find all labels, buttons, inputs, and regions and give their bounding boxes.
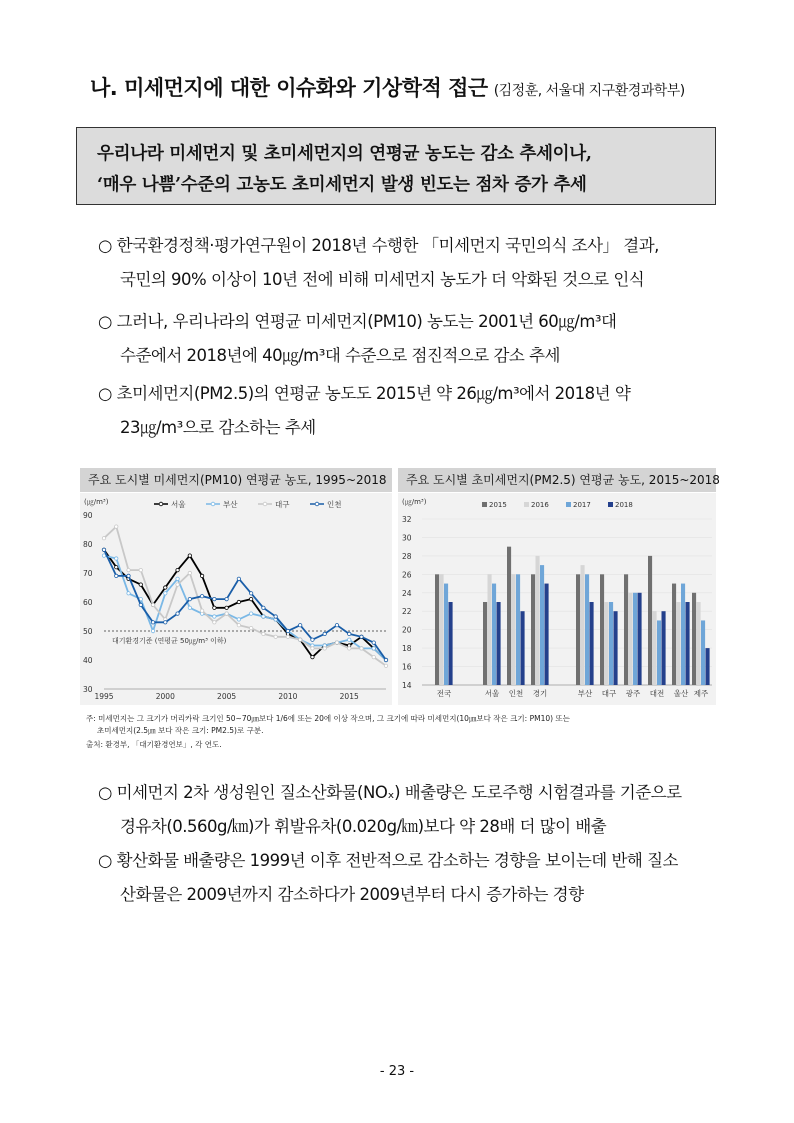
y-tick-label: 22 bbox=[402, 607, 412, 617]
data-point bbox=[298, 624, 301, 627]
bar bbox=[581, 565, 585, 685]
bullet-text-cont: 23㎍/m³으로 감소하는 추세 bbox=[120, 418, 316, 437]
page-number: - 23 - bbox=[379, 1064, 415, 1079]
data-point bbox=[286, 635, 289, 638]
bar bbox=[444, 584, 448, 685]
data-point bbox=[102, 537, 105, 540]
data-point bbox=[262, 632, 265, 635]
bar bbox=[609, 602, 613, 685]
bar bbox=[629, 593, 633, 685]
category-label: 인천 bbox=[508, 689, 524, 698]
data-point bbox=[274, 635, 277, 638]
y-tick-label: 50 bbox=[83, 627, 93, 636]
data-point bbox=[249, 612, 252, 615]
section-author: (김정훈, 서울대 지구환경과학부) bbox=[493, 83, 685, 99]
y-tick-label: 26 bbox=[402, 570, 412, 580]
data-point bbox=[176, 577, 179, 580]
data-point bbox=[286, 629, 289, 632]
category-label: 서울 bbox=[484, 689, 500, 698]
data-point bbox=[151, 629, 154, 632]
data-point bbox=[127, 592, 130, 595]
data-point bbox=[249, 597, 252, 600]
x-tick-label: 1995 bbox=[94, 692, 114, 701]
data-point bbox=[323, 632, 326, 635]
category-label: 광주 bbox=[625, 689, 641, 698]
bar bbox=[706, 648, 710, 685]
legend-swatch bbox=[482, 502, 487, 507]
y-tick-label: 20 bbox=[402, 625, 412, 635]
bullet-item bbox=[98, 844, 678, 912]
data-point bbox=[225, 597, 228, 600]
y-tick-label: 80 bbox=[83, 540, 93, 549]
bar bbox=[521, 611, 525, 685]
legend-label: 2016 bbox=[531, 501, 549, 509]
bar bbox=[697, 602, 701, 685]
data-point bbox=[115, 525, 118, 528]
bar bbox=[590, 602, 594, 685]
legend-label: 대구 bbox=[275, 500, 290, 509]
bullet-item bbox=[98, 776, 682, 844]
data-point bbox=[237, 618, 240, 621]
bar bbox=[633, 593, 637, 685]
bar bbox=[435, 574, 439, 685]
data-point bbox=[151, 621, 154, 624]
data-point bbox=[176, 583, 179, 586]
data-point bbox=[335, 624, 338, 627]
data-point bbox=[213, 621, 216, 624]
x-tick-label: 2010 bbox=[278, 692, 298, 701]
bullet-text-cont: 수준에서 2018년에 40㎍/m³대 수준으로 점진적으로 감소 추세 bbox=[120, 346, 560, 365]
data-point bbox=[188, 606, 191, 609]
figure-note-2: 초미세먼지(2.5㎛ 보다 작은 크기: PM2.5)로 구분. bbox=[97, 726, 264, 735]
y-tick-label: 30 bbox=[83, 685, 93, 694]
category-label: 전국 bbox=[436, 689, 452, 698]
y-tick-label: 18 bbox=[402, 644, 412, 654]
bar bbox=[624, 574, 628, 685]
data-point bbox=[176, 568, 179, 571]
bar bbox=[449, 602, 453, 685]
summary-line-2: ‘매우 나쁨’수준의 고농도 초미세먼지 발생 빈도는 점차 증가 추세 bbox=[97, 175, 587, 195]
data-point bbox=[139, 603, 142, 606]
legend-label: 서울 bbox=[171, 500, 186, 509]
bullet-marker: ○ bbox=[98, 236, 112, 255]
data-point bbox=[200, 609, 203, 612]
data-point bbox=[298, 638, 301, 641]
pm25-bar-chart bbox=[398, 493, 716, 705]
bar bbox=[531, 574, 535, 685]
bar bbox=[492, 584, 496, 685]
bullet-item bbox=[98, 229, 659, 297]
legend-marker bbox=[315, 502, 319, 506]
data-point bbox=[237, 624, 240, 627]
bar bbox=[653, 611, 657, 685]
reference-label: 대기환경기준 (연평균 50㎍/m³ 이하) bbox=[112, 637, 227, 645]
data-point bbox=[115, 566, 118, 569]
bar bbox=[488, 574, 492, 685]
data-point bbox=[323, 647, 326, 650]
legend-label: 2018 bbox=[615, 501, 633, 509]
data-point bbox=[115, 557, 118, 560]
data-point bbox=[164, 586, 167, 589]
data-point bbox=[225, 606, 228, 609]
data-point bbox=[360, 635, 363, 638]
data-point bbox=[127, 574, 130, 577]
legend-marker bbox=[263, 502, 267, 506]
data-point bbox=[176, 612, 179, 615]
data-point bbox=[348, 632, 351, 635]
bar bbox=[536, 556, 540, 685]
x-tick-label: 2000 bbox=[155, 692, 175, 701]
bullet-text-cont: 국민의 90% 이상이 10년 전에 비해 미세먼지 농도가 더 악화된 것으로 인식 bbox=[120, 270, 645, 289]
data-point bbox=[384, 658, 387, 661]
data-point bbox=[372, 647, 375, 650]
bar bbox=[662, 611, 666, 685]
data-point bbox=[311, 655, 314, 658]
y-tick-label: 60 bbox=[83, 598, 93, 607]
bar bbox=[672, 584, 676, 685]
y-tick-label: 32 bbox=[402, 515, 412, 524]
data-point bbox=[139, 583, 142, 586]
data-point bbox=[262, 606, 265, 609]
category-label: 제주 bbox=[693, 689, 709, 698]
data-point bbox=[115, 574, 118, 577]
bar bbox=[648, 556, 652, 685]
legend-label: 2017 bbox=[573, 501, 591, 509]
bullet-text: 황산화물 배출량은 1999년 이후 전반적으로 감소하는 경향을 보이는데 반해 질소 bbox=[116, 851, 678, 870]
category-label: 부산 bbox=[577, 689, 593, 698]
data-point bbox=[274, 615, 277, 618]
bullet-marker: ○ bbox=[98, 783, 112, 802]
bullet-item bbox=[98, 305, 616, 373]
x-tick-label: 2015 bbox=[339, 692, 359, 701]
y-tick-label: 16 bbox=[402, 662, 412, 672]
bullet-text-cont: 산화물은 2009년까지 감소하다가 2009년부터 다시 증가하는 경향 bbox=[120, 885, 584, 904]
data-point bbox=[348, 647, 351, 650]
data-point bbox=[335, 641, 338, 644]
bullet-marker: ○ bbox=[98, 312, 112, 331]
summary-line-1: 우리나라 미세먼지 및 초미세먼지의 연평균 농도는 감소 추세이나, bbox=[97, 144, 592, 164]
data-point bbox=[360, 647, 363, 650]
bar bbox=[657, 620, 661, 685]
bar bbox=[638, 593, 642, 685]
data-point bbox=[348, 638, 351, 641]
data-point bbox=[200, 595, 203, 598]
legend-swatch bbox=[524, 502, 529, 507]
figure-source: 출처: 환경부, 「대기환경연보」, 각 연도. bbox=[86, 740, 222, 749]
data-point bbox=[188, 554, 191, 557]
data-point bbox=[188, 571, 191, 574]
bar bbox=[440, 574, 444, 685]
bar bbox=[692, 593, 696, 685]
legend-marker bbox=[211, 502, 215, 506]
data-point bbox=[372, 655, 375, 658]
category-label: 대전 bbox=[649, 689, 665, 698]
bullet-text: 미세먼지 2차 생성원인 질소산화물(NOₓ) 배출량은 도로주행 시험결과를 기준으로 bbox=[116, 783, 682, 802]
legend-swatch bbox=[566, 502, 571, 507]
y-unit-label: (㎍/m³) bbox=[84, 498, 109, 506]
category-label: 경기 bbox=[532, 689, 548, 698]
y-tick-label: 90 bbox=[83, 511, 93, 520]
y-tick-label: 40 bbox=[83, 656, 93, 665]
bullet-text-cont: 경유차(0.560g/㎞)가 휘발유차(0.020g/㎞)보다 약 28배 더 많이 배출 bbox=[120, 817, 607, 836]
bar bbox=[483, 602, 487, 685]
bar bbox=[701, 620, 705, 685]
data-point bbox=[151, 603, 154, 606]
bar bbox=[576, 574, 580, 685]
y-tick-label: 14 bbox=[402, 681, 412, 690]
bullet-text: 초미세먼지(PM2.5)의 연평균 농도도 2015년 약 26㎍/m³에서 2018년 약 bbox=[116, 384, 631, 403]
bullet-text: 그러나, 우리나라의 연평균 미세먼지(PM10) 농도는 2001년 60㎍/m³대 bbox=[116, 312, 617, 331]
data-point bbox=[200, 574, 203, 577]
data-point bbox=[188, 597, 191, 600]
legend-label: 부산 bbox=[223, 500, 238, 509]
figure-right-title: 주요 도시별 초미세먼지(PM2.5) 연평균 농도, 2015~2018 bbox=[398, 468, 716, 492]
bar bbox=[585, 574, 589, 685]
data-point bbox=[249, 626, 252, 629]
data-point bbox=[213, 606, 216, 609]
data-point bbox=[127, 568, 130, 571]
y-tick-label: 24 bbox=[402, 588, 412, 598]
data-point bbox=[311, 647, 314, 650]
bar bbox=[512, 574, 516, 685]
chart-background bbox=[80, 493, 392, 705]
bar bbox=[540, 565, 544, 685]
bullet-item bbox=[98, 377, 630, 445]
section-heading bbox=[90, 72, 685, 102]
data-point bbox=[384, 664, 387, 667]
data-point bbox=[213, 615, 216, 618]
bar bbox=[681, 584, 685, 685]
data-point bbox=[102, 548, 105, 551]
data-point bbox=[164, 592, 167, 595]
bar bbox=[507, 547, 511, 685]
data-point bbox=[164, 621, 167, 624]
y-tick-label: 28 bbox=[402, 551, 412, 561]
data-point bbox=[225, 612, 228, 615]
data-point bbox=[262, 615, 265, 618]
legend-label: 2015 bbox=[489, 501, 507, 509]
legend-marker bbox=[159, 502, 163, 506]
category-label: 대구 bbox=[601, 689, 617, 698]
y-unit-label: (㎍/m³) bbox=[402, 498, 427, 506]
bar bbox=[516, 574, 520, 685]
data-point bbox=[213, 597, 216, 600]
bullet-text: 한국환경정책·평가연구원이 2018년 수행한 「미세먼지 국민의식 조사」 결과, bbox=[116, 236, 659, 255]
bar bbox=[686, 602, 690, 685]
bar bbox=[497, 602, 501, 685]
bar bbox=[677, 602, 681, 685]
data-point bbox=[372, 641, 375, 644]
pm10-line-chart bbox=[80, 493, 392, 705]
figure-left-title: 주요 도시별 미세먼지(PM10) 연평균 농도, 1995~2018 bbox=[80, 468, 392, 492]
summary-box bbox=[76, 127, 716, 205]
data-point bbox=[237, 600, 240, 603]
y-tick-label: 70 bbox=[83, 569, 93, 578]
legend-label: 인천 bbox=[327, 500, 342, 509]
bar bbox=[614, 611, 618, 685]
bar bbox=[600, 574, 604, 685]
data-point bbox=[237, 577, 240, 580]
category-label: 울산 bbox=[673, 689, 689, 698]
bar bbox=[545, 584, 549, 685]
y-tick-label: 30 bbox=[402, 533, 412, 543]
bar bbox=[605, 602, 609, 685]
section-title: 나. 미세먼지에 대한 이슈화와 기상학적 접근 bbox=[90, 76, 488, 100]
figure-note-1: 주: 미세먼지는 그 크기가 머리카락 크기인 50~70㎛보다 1/6에 또는 20에 이상 작으며, 그 크기에 따라 미세먼지(10㎛보다 작은 크기: PM10) 또는 bbox=[86, 714, 570, 723]
bullet-marker: ○ bbox=[98, 384, 112, 403]
data-point bbox=[139, 568, 142, 571]
legend-swatch bbox=[608, 502, 613, 507]
bullet-marker: ○ bbox=[98, 851, 112, 870]
data-point bbox=[249, 592, 252, 595]
data-point bbox=[311, 638, 314, 641]
x-tick-label: 2005 bbox=[217, 692, 237, 701]
